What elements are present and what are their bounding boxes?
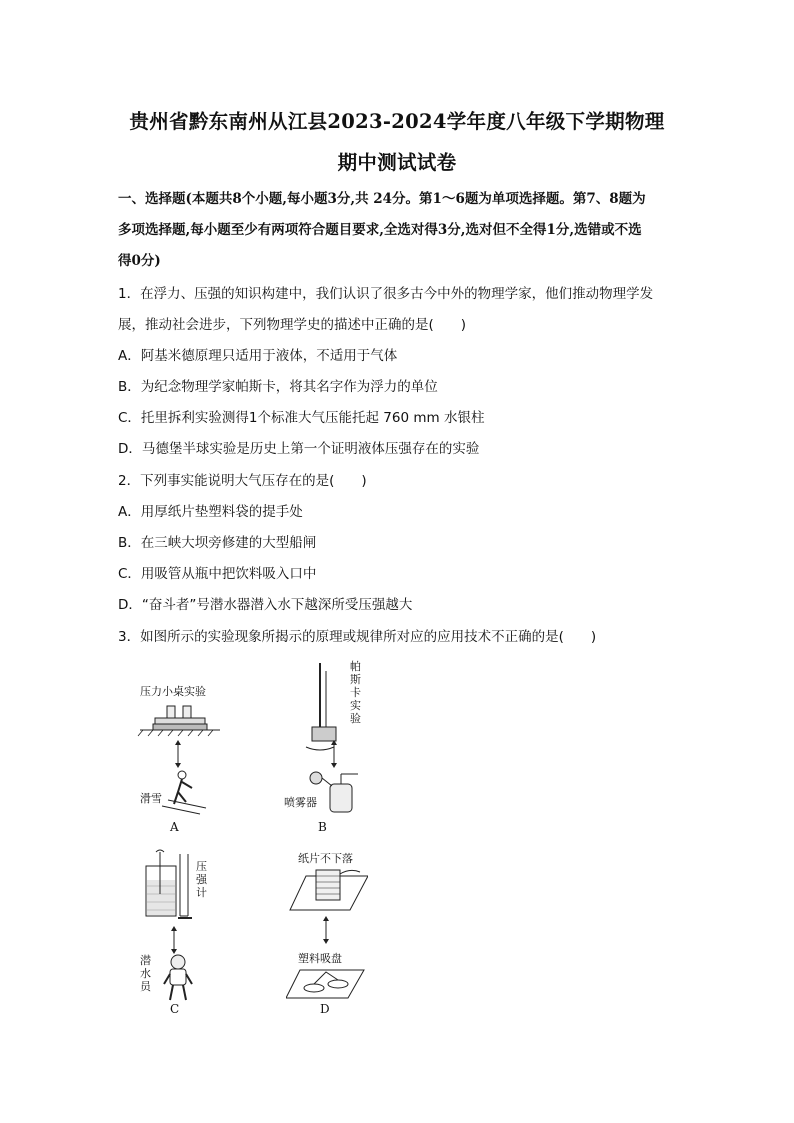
arrow-updown-icon — [172, 740, 184, 768]
pressure-table-illustration — [135, 700, 225, 740]
figure-d-letter: D — [320, 1002, 330, 1016]
pressure-gauge-illustration — [142, 846, 202, 922]
question-2-stem: 2．下列事实能说明大气压存在的是( ) — [118, 473, 367, 489]
arrow-updown-icon — [320, 916, 332, 944]
suction-cup-illustration — [286, 964, 366, 1000]
question-1-option-a: A．阿基米德原理只适用于液体，不适用于气体 — [118, 348, 398, 364]
question-2-option-d: D．“奋斗者”号潜水器潜入水下越深所受压强越大 — [118, 597, 413, 613]
question-2-option-c: C．用吸管从瓶中把饮料吸入口中 — [118, 566, 317, 582]
arrow-updown-icon — [328, 740, 340, 768]
figure-a-bottom-label: 滑雪 — [140, 792, 162, 805]
figure-d — [280, 848, 380, 1022]
figure-b-letter: B — [318, 820, 327, 834]
question-3-stem: 3．如图所示的实验现象所揭示的原理或规律所对应的应用技术不正确的是( ) — [118, 629, 597, 645]
arrow-updown-icon — [168, 926, 180, 954]
section-header-line3: 得0分) — [118, 253, 161, 269]
question-1-stem-line1: 1．在浮力、压强的知识构建中，我们认识了很多古今中外的物理学家，他们推动物理学发 — [118, 286, 654, 302]
question-1-option-c: C．托里拆利实验测得1个标准大气压能托起 760 mm 水银柱 — [118, 410, 485, 426]
question-1-option-d: D．马德堡半球实验是历史上第一个证明液体压强存在的实验 — [118, 441, 480, 457]
question-1-option-b: B．为纪念物理学家帕斯卡，将其名字作为浮力的单位 — [118, 379, 438, 395]
diver-illustration — [160, 954, 200, 1004]
figure-a-letter: A — [170, 820, 179, 834]
section-header-line1: 一、选择题(本题共8个小题,每小题3分,共 24分。第1～6题为单项选择题。第7、8题为 — [118, 191, 646, 207]
pascal-experiment-illustration — [300, 661, 340, 751]
figure-c — [130, 842, 230, 1022]
figure-d-top-label: 纸片不下落 — [298, 852, 353, 865]
figure-a-top-label: 压力小桌实验 — [140, 685, 206, 698]
question-2-option-a: A．用厚纸片垫塑料袋的提手处 — [118, 504, 303, 520]
figure-b — [280, 656, 380, 838]
exam-title-line2: 期中测试试卷 — [337, 151, 457, 174]
section-header-line2: 多项选择题,每小题至少有两项符合题目要求,全选对得3分,选对但不全得1分,选错或不选 — [118, 222, 642, 238]
figure-c-bottom-label: 潜水员 — [140, 954, 151, 993]
figure-a — [130, 678, 230, 838]
skier-illustration — [160, 770, 210, 815]
exam-title-line1: 贵州省黔东南州从江县2023-2024学年度八年级下学期物理 — [129, 110, 665, 133]
question-1-stem-line2: 展，推动社会进步，下列物理学史的描述中正确的是( ) — [118, 317, 467, 333]
figure-d-bottom-label: 塑料吸盘 — [298, 952, 342, 965]
figure-b-top-label: 帕斯卡实验 — [350, 660, 361, 725]
figure-c-top-label: 压强计 — [196, 860, 207, 899]
figure-c-letter: C — [170, 1002, 180, 1016]
figure-b-bottom-label: 喷雾器 — [284, 796, 317, 809]
paper-not-falling-illustration — [288, 864, 368, 914]
question-2-option-b: B．在三峡大坝旁修建的大型船闸 — [118, 535, 317, 551]
